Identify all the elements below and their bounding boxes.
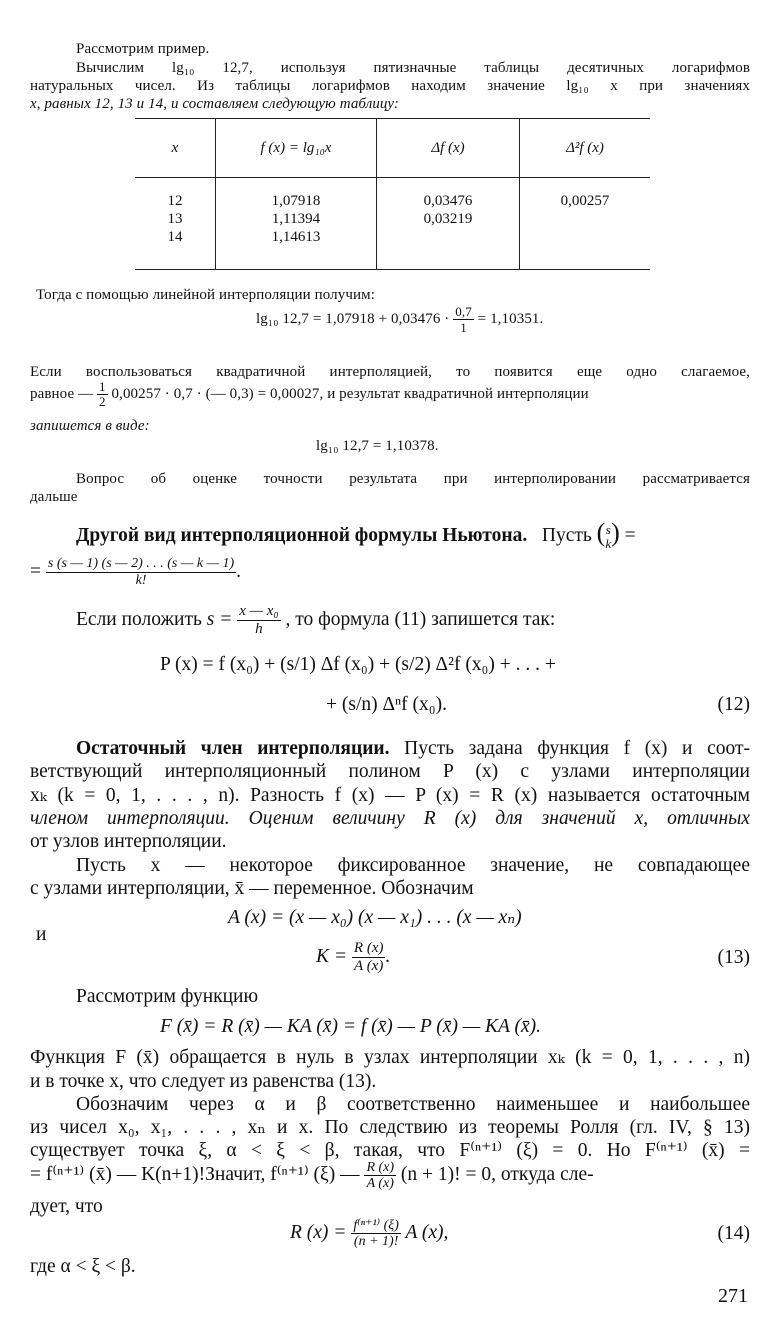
remainder-line-5: от узлов интерполяции. bbox=[30, 831, 227, 852]
linear-fraction bbox=[453, 304, 474, 335]
eq14-num: f⁽ⁿ⁺¹⁾ (ξ) bbox=[353, 1218, 399, 1233]
linear-eq-left: lg₁₀ 12,7 = 1,07918 + 0,03476 · bbox=[256, 310, 450, 327]
newton-formula-1: P (x) = f (x₀) + (s/1) Δf (x₀) + (s/2) Δ²f (x₀) + . . . + bbox=[160, 654, 556, 675]
table-cell-delta2: 0,00257 bbox=[520, 178, 651, 270]
eq-K-num: R (x) bbox=[353, 940, 384, 956]
newton-s-eq: s = bbox=[206, 608, 233, 630]
eq14-frac bbox=[351, 1218, 401, 1249]
remainder-line-16: где α < ξ < β. bbox=[30, 1256, 136, 1277]
eq-A: A (x) = (x — x₀) (x — x₁) . . . (x — xₙ) bbox=[228, 907, 522, 928]
eq14-den: (n + 1)! bbox=[353, 1234, 399, 1249]
quad-line-2 bbox=[30, 380, 750, 409]
linear-frac-num: 0,7 bbox=[455, 304, 472, 319]
eq-K-frac bbox=[352, 940, 386, 975]
accuracy-line-2: дальше bbox=[30, 489, 78, 505]
l14-frac bbox=[364, 1160, 396, 1191]
eq-14 bbox=[290, 1218, 448, 1249]
quad-line-1: Если воспользоваться квадратичной интерполяцией, то появится еще одно слагаемое, bbox=[30, 364, 750, 380]
remainder-heading: Остаточный член интерполяции. bbox=[76, 738, 390, 759]
newton-s-frac bbox=[237, 603, 280, 638]
log-table bbox=[135, 118, 650, 270]
table-header-f: f (x) = lg₁₀x bbox=[216, 119, 377, 178]
and-word: и bbox=[36, 924, 47, 945]
quad-line-2b: 0,00257 · 0,7 · (— 0,3) = 0,00027, и результат квадратичной интерполяции bbox=[111, 385, 589, 402]
eq-K-left: K = bbox=[316, 945, 348, 967]
remainder-line-9: Функция F (x̄) обращается в нуль в узлах интерполяции xₖ (k = 0, 1, . . . , n) bbox=[30, 1047, 750, 1068]
newton-line-2a: Если положить bbox=[76, 608, 202, 630]
newton-def-den: k! bbox=[135, 573, 147, 588]
newton-pust: Пусть bbox=[541, 525, 592, 546]
table-cell-x: 12 13 14 bbox=[167, 193, 183, 245]
remainder-line-6: Пусть x — некоторое фиксированное значение, не совпадающее bbox=[76, 855, 750, 876]
newton-binom-top: s bbox=[605, 521, 611, 537]
remainder-line-11: Обозначим через α и β соответственно наименьшее и наибольшее bbox=[76, 1094, 750, 1115]
linear-eq-right: = 1,10351. bbox=[477, 310, 544, 327]
eq-K-den: A (x) bbox=[354, 958, 384, 974]
newton-binom-bot: k bbox=[605, 535, 612, 551]
page-number: 271 bbox=[718, 1285, 748, 1307]
table-cell-f: 1,07918 1,11394 1,14613 bbox=[216, 178, 377, 270]
remainder-line-1 bbox=[76, 737, 750, 761]
quad-fraction bbox=[97, 380, 108, 409]
remainder-l14a: = f⁽ⁿ⁺¹⁾ (x̄) — K(n+1)!Значит, f⁽ⁿ⁺¹⁾ (ξ) — bbox=[30, 1163, 360, 1185]
intro-line-3: натуральных чисел. Из таблицы логарифмов находим значение lg₁₀ x при значениях bbox=[30, 78, 750, 94]
table-header-delta2: Δ²f (x) bbox=[520, 119, 651, 178]
newton-def-frac bbox=[46, 556, 236, 589]
remainder-line-10: и в точке x, что следует из равенства (13). bbox=[30, 1071, 377, 1092]
newton-eq-sign: = bbox=[624, 525, 636, 546]
l14-num: R (x) bbox=[366, 1160, 395, 1175]
newton-s-num: x — x₀ bbox=[239, 603, 279, 619]
l14-den: A (x) bbox=[366, 1176, 394, 1191]
linear-frac-den: 1 bbox=[460, 320, 467, 335]
quad-frac-num: 1 bbox=[99, 379, 106, 394]
accuracy-line-1: Вопрос об оценке точности результата при интерполировании рассматривается bbox=[76, 471, 750, 487]
quad-frac-den: 2 bbox=[99, 394, 106, 409]
newton-binom-def: = $\frac{s (s — 1) (s — 2) . . . (s — k — 1)}{k!}$ . bbox=[30, 556, 242, 588]
eq-number-14: (14) bbox=[717, 1223, 750, 1244]
remainder-line-7: с узлами интерполяции, x̄ — переменное. Обозначим bbox=[30, 878, 474, 899]
newton-def-num: s (s — 1) (s — 2) . . . (s — k — 1) bbox=[47, 556, 235, 571]
remainder-line-3: xₖ (k = 0, 1, . . . , n). Разность f (x) — P (x) = R (x) называется остаточным bbox=[30, 785, 750, 806]
remainder-line-12: из чисел x₀, x₁, . . . , xₙ и x. По следствию из теоремы Ролля (гл. IV, § 13) bbox=[30, 1117, 750, 1138]
remainder-line-4: членом интерполяции. Оценим величину R (x) для значений x, отличных bbox=[30, 808, 750, 829]
table-header-x: x bbox=[135, 119, 216, 178]
quad-line-2a: равное — bbox=[30, 385, 94, 402]
linear-text: Тогда с помощью линейной интерполяции получим: bbox=[36, 287, 375, 303]
eq14-right: A (x), bbox=[405, 1221, 449, 1243]
table-header-delta1: Δf (x) bbox=[377, 119, 520, 178]
remainder-l1: Пусть задана функция f (x) и соот- bbox=[404, 738, 751, 759]
quad-line-3: запишется в виде: bbox=[30, 418, 150, 434]
remainder-l14b: (n + 1)! = 0, откуда сле- bbox=[400, 1163, 594, 1185]
newton-line-2b: , то формула (11) запишется так: bbox=[285, 608, 556, 630]
remainder-line-14 bbox=[30, 1160, 750, 1191]
eq-number-13: (13) bbox=[717, 947, 750, 968]
newton-heading: Другой вид интерполяционной формулы Ньютона. bbox=[76, 525, 528, 546]
eq-F: F (x̄) = R (x̄) — KA (x̄) = f (x̄) — P (x̄) — KA (x̄). bbox=[160, 1016, 541, 1037]
newton-line-2 bbox=[76, 603, 555, 638]
quad-equation: lg₁₀ 12,7 = 1,10378. bbox=[316, 438, 439, 454]
eq-number-12: (12) bbox=[717, 694, 750, 715]
newton-s-den: h bbox=[255, 621, 263, 637]
newton-formula-2: + (s/n) Δⁿf (x₀). bbox=[326, 694, 447, 715]
remainder-line-15: дует, что bbox=[30, 1196, 103, 1217]
remainder-line-13: существует точка ξ, α < ξ < β, такая, что F⁽ⁿ⁺¹⁾ (ξ) = 0. Но F⁽ⁿ⁺¹⁾ (x̄) = bbox=[30, 1140, 750, 1161]
intro-line-2: Вычислим lg₁₀ 12,7, используя пятизначные таблицы десятичных логарифмов bbox=[76, 60, 750, 76]
table-cell-delta1: 0,03476 0,03219 bbox=[377, 178, 520, 270]
linear-equation bbox=[256, 304, 543, 335]
intro-line-1: Рассмотрим пример. bbox=[76, 41, 210, 57]
eq-K: K = $\frac{R (x)}{A (x)}$ . bbox=[316, 940, 391, 974]
remainder-line-8: Рассмотрим функцию bbox=[76, 986, 259, 1007]
newton-heading-line: Другой вид интерполяционной формулы Ньютона. Пусть ( s k ) = bbox=[76, 518, 636, 551]
eq14-left: R (x) = bbox=[290, 1221, 347, 1243]
remainder-line-2: ветствующий интерполяционный полином P (x) с узлами интерполяции bbox=[30, 761, 750, 782]
intro-line-4: x, равных 12, 13 и 14, и составляем следующую таблицу: bbox=[30, 96, 399, 112]
